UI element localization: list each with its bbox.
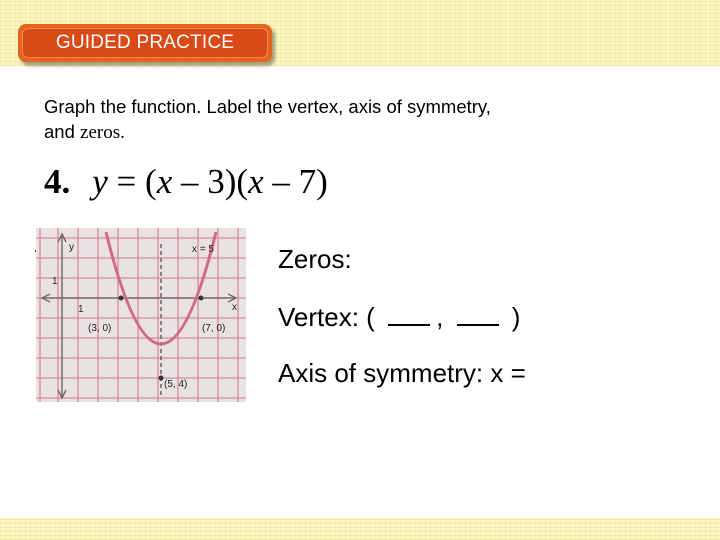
vertex-answer bbox=[278, 302, 520, 333]
zeros-label: Zeros: bbox=[278, 244, 352, 274]
zero-right-label: (7, 0) bbox=[202, 323, 226, 334]
vertex-point bbox=[159, 376, 164, 381]
x-axis-label: x bbox=[232, 302, 237, 313]
grid bbox=[36, 228, 246, 402]
y-axis-label: y bbox=[69, 242, 74, 253]
axis-answer bbox=[278, 358, 526, 389]
vertex-y-blank[interactable] bbox=[457, 306, 499, 326]
axis-of-symmetry-prompt: Axis of symmetry: x = bbox=[278, 358, 526, 388]
problem-equation-row bbox=[44, 162, 328, 202]
instructions-line-1: Graph the function. Label the vertex, axis of symmetry, bbox=[44, 96, 491, 117]
banner-label: GUIDED PRACTICE bbox=[22, 28, 268, 58]
zeros-answer bbox=[278, 244, 352, 275]
zero-left-label: (3, 0) bbox=[88, 323, 112, 334]
zero-point-left bbox=[119, 296, 124, 301]
instructions-line-2-prefix: and bbox=[44, 121, 81, 142]
vertex-label: (5, 4) bbox=[164, 379, 188, 390]
instructions-zeros-word: zeros. bbox=[80, 122, 125, 143]
bottom-decorative-band bbox=[0, 518, 720, 540]
x-tick-label: 1 bbox=[78, 304, 84, 315]
axis-of-symmetry-label: x = 5 bbox=[192, 244, 214, 255]
vertex-x-blank[interactable] bbox=[388, 306, 430, 326]
vertex-prefix: Vertex: ( bbox=[278, 302, 375, 332]
vertex-separator: , bbox=[436, 302, 444, 332]
zero-point-right bbox=[199, 296, 204, 301]
guided-practice-banner bbox=[18, 24, 272, 62]
y-tick-label: 1 bbox=[52, 276, 58, 287]
problem-number: 4. bbox=[44, 162, 71, 201]
vertex-suffix: ) bbox=[511, 302, 521, 332]
instructions bbox=[44, 94, 684, 145]
problem-equation: y = (x – 3)(x – 7) bbox=[92, 162, 328, 201]
instructions-line-2 bbox=[44, 119, 684, 145]
graph-svg bbox=[36, 228, 246, 402]
parabola-graph bbox=[36, 228, 246, 402]
